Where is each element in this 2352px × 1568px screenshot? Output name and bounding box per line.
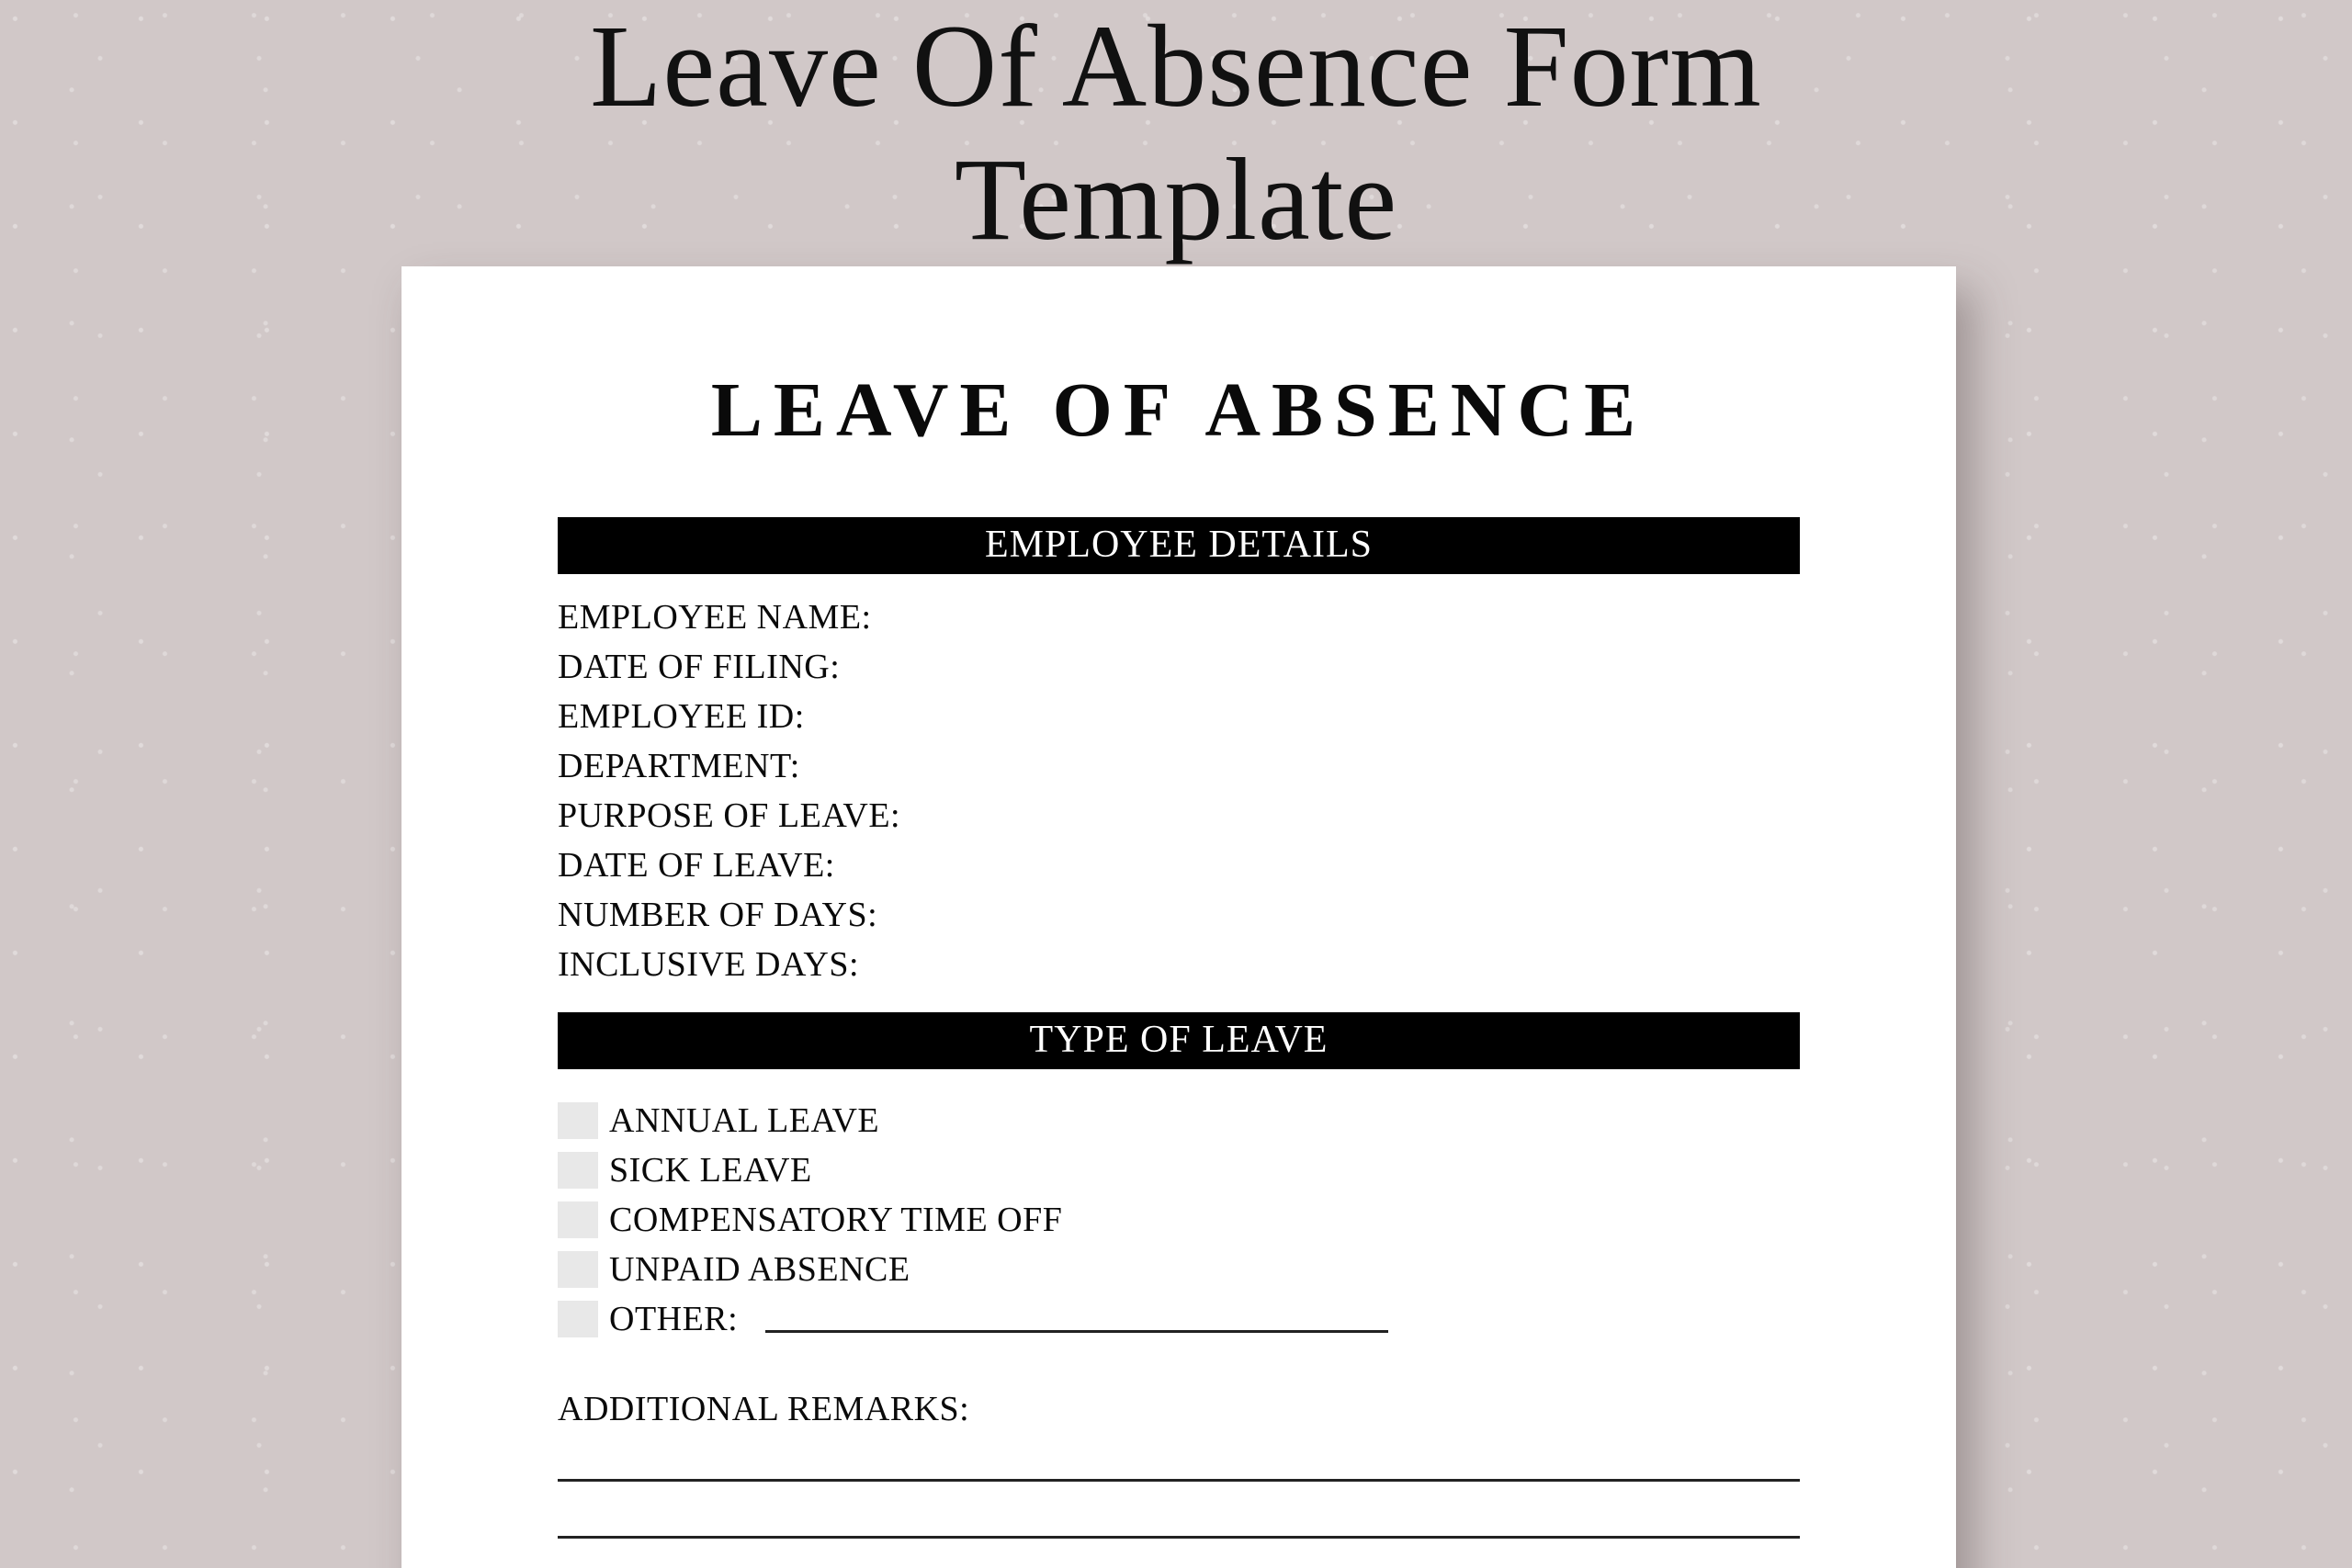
field-label-date-of-leave: DATE OF LEAVE: — [558, 846, 835, 885]
field-label-purpose-of-leave: PURPOSE OF LEAVE: — [558, 796, 901, 835]
annual-leave-checkbox[interactable] — [558, 1102, 598, 1139]
leave-option-sick — [558, 1145, 1800, 1195]
leave-option-unpaid — [558, 1245, 1800, 1294]
compensatory-time-off-checkbox[interactable] — [558, 1201, 598, 1238]
remarks-line-1[interactable] — [558, 1479, 1800, 1482]
form-paper — [401, 266, 1956, 1568]
leave-option-label: OTHER: — [609, 1300, 739, 1338]
banner-title-line-2: Template — [954, 134, 1398, 265]
sick-leave-checkbox[interactable] — [558, 1152, 598, 1189]
unpaid-absence-checkbox[interactable] — [558, 1251, 598, 1288]
employee-fields-list — [558, 592, 1800, 989]
other-leave-input-line[interactable] — [765, 1330, 1388, 1333]
field-label-date-of-filing: DATE OF FILING: — [558, 648, 841, 686]
remarks-line-2[interactable] — [558, 1536, 1800, 1539]
section-header-employee-details: EMPLOYEE DETAILS — [558, 517, 1800, 574]
section-header-type-of-leave: TYPE OF LEAVE — [558, 1012, 1800, 1069]
field-label-number-of-days: NUMBER OF DAYS: — [558, 896, 878, 934]
field-label-inclusive-days: INCLUSIVE DAYS: — [558, 945, 860, 984]
banner-title-line-1: Leave Of Absence Form — [590, 1, 1762, 131]
leave-option-label: UNPAID ABSENCE — [609, 1250, 910, 1289]
field-label-employee-name: EMPLOYEE NAME: — [558, 598, 872, 637]
leave-option-compensatory — [558, 1195, 1800, 1245]
other-leave-checkbox[interactable] — [558, 1301, 598, 1337]
leave-option-label: ANNUAL LEAVE — [609, 1101, 880, 1140]
banner-title — [0, 0, 2352, 266]
leave-option-annual — [558, 1096, 1800, 1145]
field-label-department: DEPARTMENT: — [558, 747, 800, 785]
additional-remarks-label: ADDITIONAL REMARKS: — [558, 1390, 970, 1428]
form-title: LEAVE OF ABSENCE — [710, 367, 1647, 453]
field-label-employee-id: EMPLOYEE ID: — [558, 697, 805, 736]
leave-option-other — [558, 1294, 1800, 1344]
leave-options-list — [558, 1096, 1800, 1344]
leave-option-label: COMPENSATORY TIME OFF — [609, 1201, 1063, 1239]
leave-option-label: SICK LEAVE — [609, 1151, 812, 1190]
